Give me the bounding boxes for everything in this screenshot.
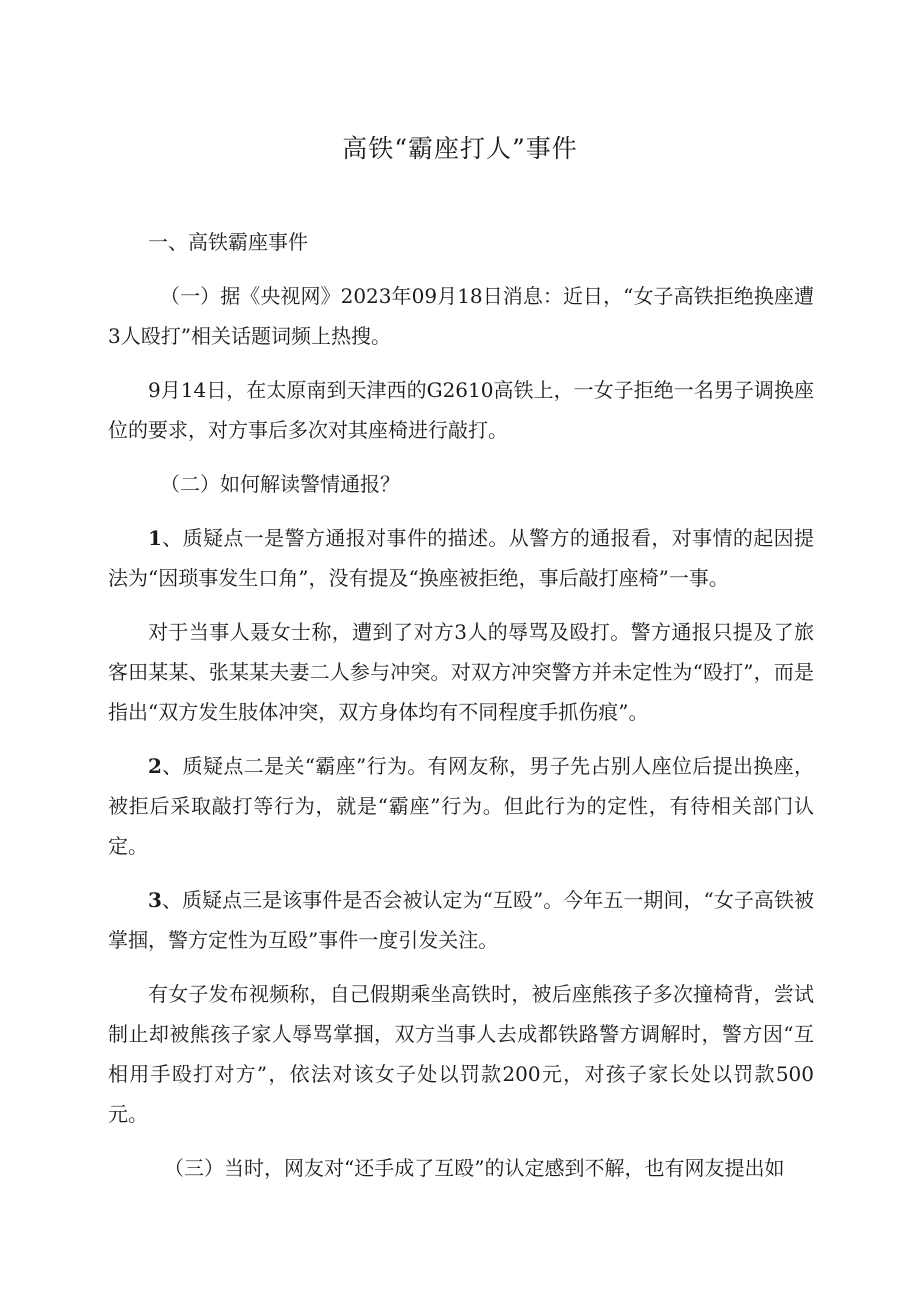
paragraph-text: （一）据《央视网》2023年09月18日消息：近日，“女子高铁拒绝换座遭3人殴打”相关话题词频上热搜。 [108,284,814,348]
page-title: 高铁“霸座打人”事件 [342,134,578,163]
paragraph [108,880,814,960]
paragraph-text: 一、高铁霸座事件 [148,230,308,254]
paragraph [108,222,814,262]
paragraph-text: 9月14日，在太原南到天津西的G2610高铁上，一女子拒绝一名男子调换座位的要求，对方事后多次对其座椅进行敲打。 [108,378,814,442]
paragraph-text: 、质疑点一是警方通报对事件的描述。从警方的通报看，对事情的起因提法为“因琐事发生口角”，没有提及“换座被拒绝，事后敲打座椅”一事。 [108,526,814,590]
paragraph [108,464,814,504]
paragraph-lead: 1 [148,526,162,550]
paragraph-lead: 3 [148,888,162,912]
paragraph [108,974,814,1134]
paragraph [108,746,814,866]
paragraph [108,518,814,598]
paragraph-lead: 2 [148,754,162,778]
paragraph [108,276,814,356]
paragraph-text: 对于当事人聂女士称，遭到了对方3人的辱骂及殴打。警方通报只提及了旅客田某某、张某某夫妻二人参与冲突。对双方冲突警方并未定性为“殴打”，而是指出“双方发生肢体冲突，双方身体均有不同程度手抓伤痕”。 [108,620,814,724]
paragraph [108,612,814,732]
document-body [108,222,814,1202]
paragraph-text: （三）当时，网友对“还手成了互殴”的认定感到不解，也有网友提出如 [164,1156,785,1180]
paragraph-text: 有女子发布视频称，自己假期乘坐高铁时，被后座熊孩子多次撞椅背，尝试制止却被熊孩子家人辱骂掌掴，双方当事人去成都铁路警方调解时，警方因“互相用手殴打对方”，依法对该女子处以罚款200元，对孩子家长处以罚款500元。 [108,982,814,1126]
paragraph-text: （二）如何解读警情通报？ [160,472,400,496]
paragraph-text: 、质疑点三是该事件是否会被认定为“互殴”。今年五一期间，“女子高铁被掌掴，警方定性为互殴”事件一度引发关注。 [108,888,814,952]
paragraph [108,1148,814,1188]
paragraph [108,370,814,450]
paragraph-text: 、质疑点二是关“霸座”行为。有网友称，男子先占别人座位后提出换座，被拒后采取敲打等行为，就是“霸座”行为。但此行为的定性，有待相关部门认定。 [108,754,814,858]
